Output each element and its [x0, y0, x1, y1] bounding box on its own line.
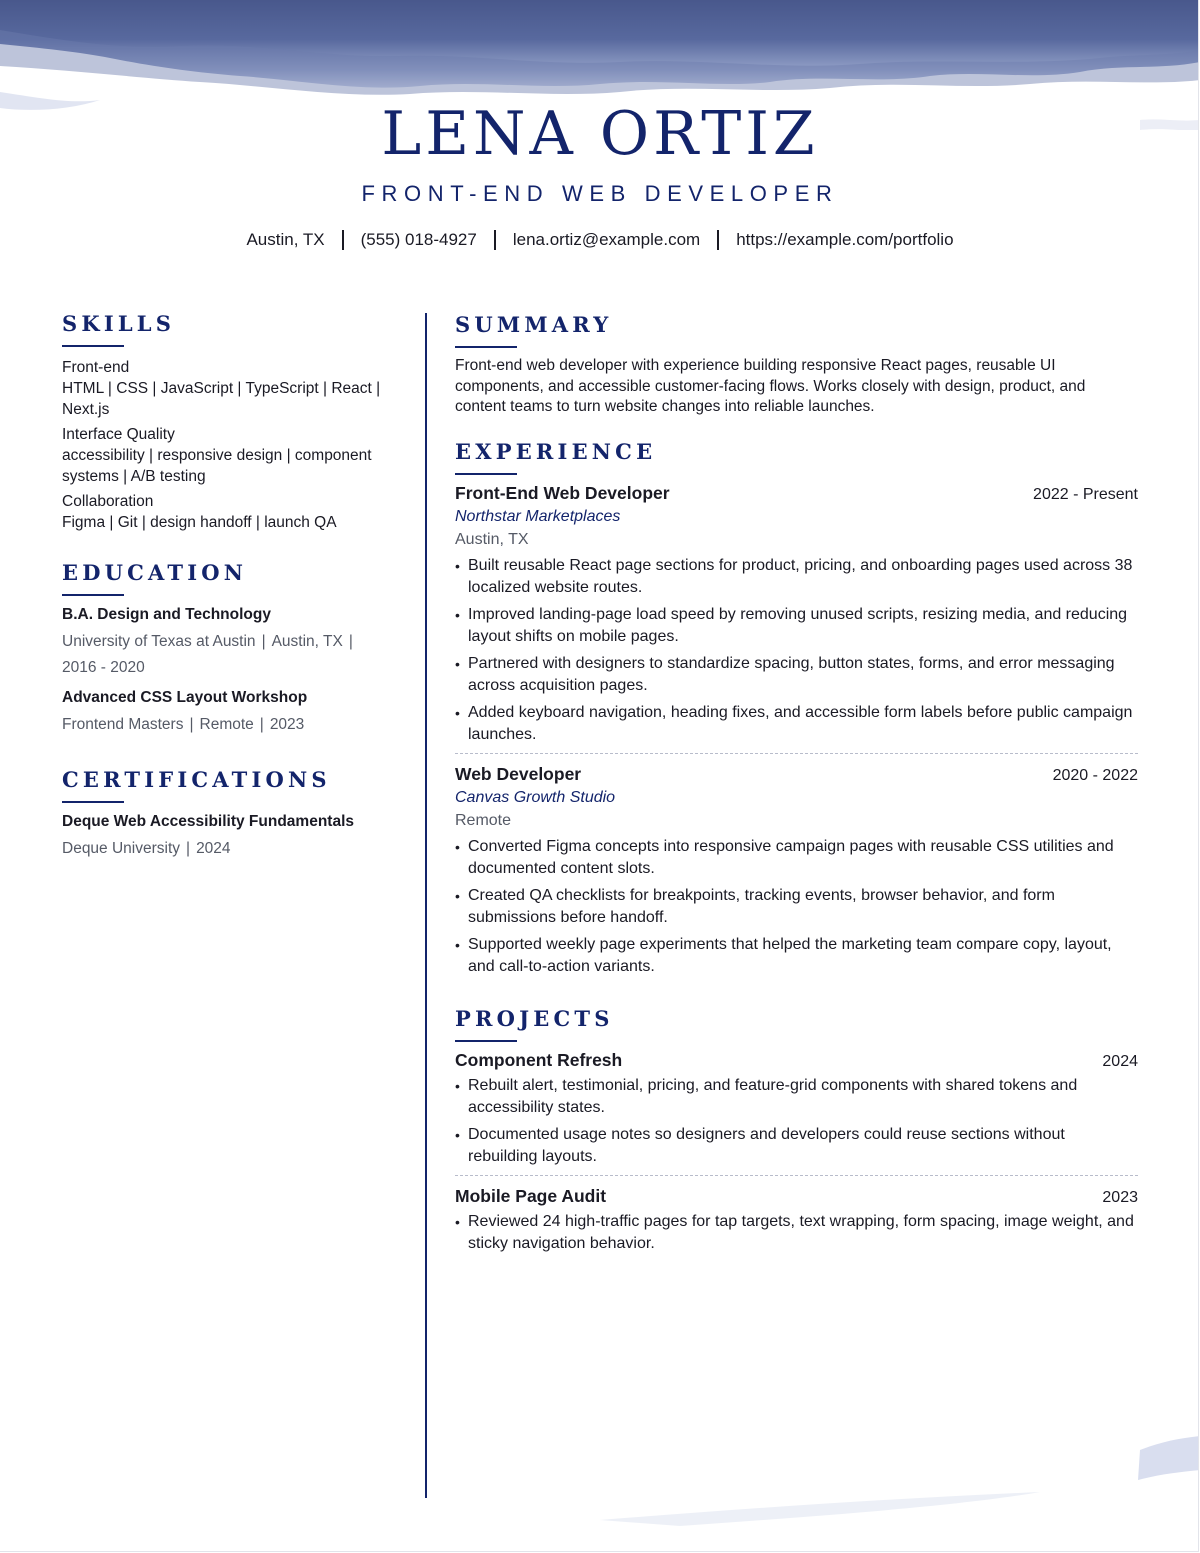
skill-category: Front-end: [62, 359, 130, 376]
summary-section: [455, 311, 1138, 418]
education-section: [62, 559, 402, 738]
skill-group: [62, 424, 402, 487]
contact-separator: [342, 230, 344, 250]
job-dates: 2022 - Present: [1033, 485, 1138, 503]
bullet-item: • Reviewed 24 high-traffic pages for tap targets, text wrapping, form spacing, image weight, and sticky navigation behavior.: [455, 1212, 1134, 1252]
contact-phone: (555) 018-4927: [360, 230, 477, 249]
job-header: [455, 763, 1138, 787]
skill-items: HTML | CSS | JavaScript | TypeScript | React | Next.js: [62, 380, 381, 418]
experience-section: [455, 438, 1138, 979]
project-entry: [455, 1049, 1138, 1169]
education-degree: Advanced CSS Layout Workshop: [62, 689, 308, 706]
education-school: University of Texas at Austin: [62, 633, 256, 650]
column-divider: [425, 313, 427, 1498]
education-location: Remote: [199, 716, 254, 733]
certification-issuer: Deque University: [62, 840, 181, 857]
job-header: [455, 482, 1138, 506]
contact-bar: [0, 229, 1199, 251]
experience-heading: EXPERIENCE: [455, 438, 657, 464]
meta-separator: |: [348, 633, 353, 650]
bullet-item: • Improved landing-page load speed by removing unused scripts, resizing media, and reducing layout shifts on mobile pages.: [455, 605, 1128, 645]
job-bullets: [455, 555, 1138, 747]
project-header: [455, 1185, 1138, 1209]
education-heading: EDUCATION: [62, 560, 248, 585]
meta-separator: |: [189, 716, 194, 733]
certifications-heading: CERTIFICATIONS: [62, 767, 331, 792]
company-name: Canvas Growth Studio: [455, 788, 616, 806]
education-entry: [62, 604, 402, 681]
contact-separator: [494, 230, 496, 250]
meta-separator: |: [261, 633, 266, 650]
certification-year: 2024: [196, 840, 231, 857]
certification-entry: [62, 811, 402, 862]
education-degree: B.A. Design and Technology: [62, 606, 271, 623]
project-bullets: [455, 1075, 1138, 1169]
left-column: [62, 310, 402, 862]
job-location: Remote: [455, 811, 512, 829]
skill-category: Interface Quality: [62, 426, 175, 443]
education-location: Austin, TX: [271, 633, 343, 650]
bullet-item: • Converted Figma concepts into responsive campaign pages with reusable CSS utilities and documented content slots.: [455, 837, 1114, 877]
skill-items: Figma | Git | design handoff | launch QA: [62, 514, 337, 531]
certification-name: Deque Web Accessibility Fundamentals: [62, 813, 354, 830]
skills-section: [62, 310, 402, 533]
meta-separator: |: [186, 840, 191, 857]
bullet-item: • Built reusable React page sections for product, pricing, and onboarding pages used across 38 localized website routes.: [455, 556, 1133, 596]
skills-heading: SKILLS: [62, 311, 176, 336]
certifications-section: [62, 766, 402, 862]
watercolor-footer-wash: [0, 1380, 1199, 1552]
bullet-item: • Rebuilt alert, testimonial, pricing, and feature-grid components with shared tokens and accessibility states.: [455, 1076, 1078, 1116]
project-name: Component Refresh: [455, 1049, 623, 1070]
projects-heading: PROJECTS: [455, 1005, 614, 1031]
bullet-item: • Created QA checklists for breakpoints, tracking events, browser behavior, and form submissions before handoff.: [455, 886, 1055, 926]
job-bullets: [455, 836, 1138, 979]
summary-text: Front-end web developer with experience building responsive React pages, reusable UI components, and accessible customer-facing flows. Works closely with design, product, and content teams to turn website changes into reliable launches.: [455, 357, 1086, 415]
job-entry: [455, 482, 1138, 747]
bullet-item: • Partnered with designers to standardize spacing, button states, forms, and error messaging across acquisition pages.: [455, 654, 1115, 694]
skill-group: [62, 491, 402, 533]
project-year: 2024: [1102, 1052, 1138, 1070]
summary-heading: SUMMARY: [455, 312, 613, 337]
skill-group: [62, 357, 402, 420]
education-years: 2023: [269, 716, 305, 733]
bullet-item: • Supported weekly page experiments that helped the marketing team compare copy, layout, and call-to-action variants.: [455, 935, 1112, 975]
entry-divider: [455, 753, 1138, 754]
right-column: [455, 311, 1138, 1260]
project-year: 2023: [1102, 1188, 1138, 1206]
projects-section: [455, 1005, 1138, 1256]
bullet-item: • Added keyboard navigation, heading fixes, and accessible form labels before public campaign launches.: [455, 703, 1133, 743]
company-name: Northstar Marketplaces: [455, 507, 621, 525]
education-meta: [62, 629, 402, 681]
job-title: Web Developer: [455, 763, 582, 784]
job-role-title: FRONT-END WEB DEVELOPER: [361, 181, 839, 206]
job-location: Austin, TX: [455, 530, 529, 548]
skill-items: accessibility | responsive design | component systems | A/B testing: [62, 447, 372, 485]
project-entry: [455, 1185, 1138, 1256]
education-school: Frontend Masters: [62, 716, 184, 733]
contact-location: Austin, TX: [246, 230, 325, 249]
candidate-name: LENA ORTIZ: [381, 99, 819, 169]
education-years: 2016 - 2020: [62, 659, 145, 676]
contact-email: lena.ortiz@example.com: [512, 230, 701, 249]
project-header: [455, 1049, 1138, 1073]
job-dates: 2020 - 2022: [1052, 766, 1138, 784]
contact-portfolio-link: https://example.com/portfolio: [736, 230, 954, 249]
contact-separator: [717, 230, 719, 250]
job-entry: [455, 763, 1138, 979]
project-name: Mobile Page Audit: [455, 1185, 607, 1206]
certification-meta: [62, 836, 402, 862]
entry-divider: [455, 1175, 1138, 1176]
meta-separator: |: [259, 716, 264, 733]
bullet-item: • Documented usage notes so designers and developers could reuse sections without rebuilding layouts.: [455, 1125, 1065, 1165]
education-entry: [62, 687, 402, 738]
education-meta: [62, 712, 402, 738]
project-bullets: [455, 1211, 1138, 1256]
job-title: Front-End Web Developer: [455, 482, 670, 503]
skill-category: Collaboration: [62, 493, 154, 510]
